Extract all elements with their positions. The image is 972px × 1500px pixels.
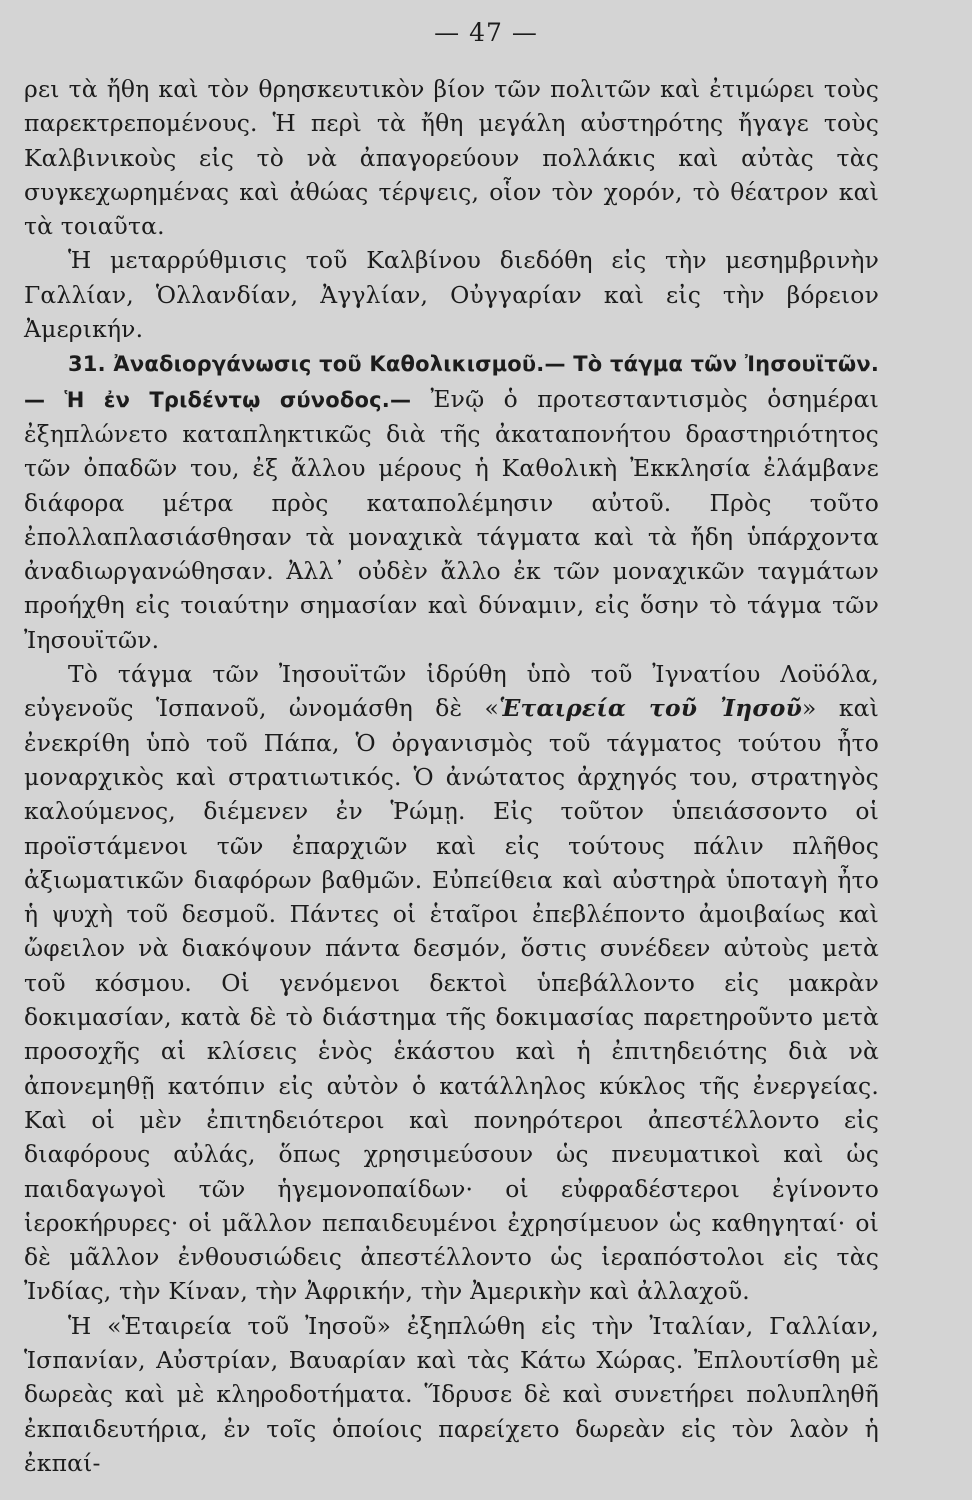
section-heading-31: 31. Ἀναδιοργάνωσις τοῦ Καθολικισμοῦ.— Τὸ τάγμα τῶν Ἰησουϊτῶν.— Ἡ ἐν Τριδέντῳ σύνοδος.— — [24, 352, 879, 412]
page-number: — 47 — — [434, 18, 538, 47]
paragraph-4-text-a: Τὸ τάγμα τῶν Ἰησουϊτῶν ἱδρύθη ὑπὸ τοῦ Ἰγνατίου Λοϋόλα, εὐγενοῦς Ἱσπανοῦ, ὠνομάσθη δὲ « — [24, 660, 879, 723]
paragraph-3 — [24, 346, 879, 657]
paragraph-4-text-b: » καὶ ἐνεκρίθη ὑπὸ τοῦ Πάπα, Ὁ ὀργανισμὸς τοῦ τάγματος τούτου ἦτο μοναρχικὸς καὶ στρατιωτικός. Ὁ ἀνώτατος ἀρχηγός του, στρατηγὸς καλούμενος, διέμενεν ἐν Ῥώμῃ. Εἰς τοῦτον ὑπειάσσοντο οἱ προϊστάμενοι τῶν ἐπαρχιῶν καὶ εἰς τούτους πάλιν πλῆθος ἀξιωματικῶν διαφόρων βαθμῶν. Εὐπείθεια καὶ αὐστηρὰ ὑποταγὴ ἦτο ἡ ψυχὴ τοῦ δεσμοῦ. Πάντες οἱ ἑταῖροι ἐπεβλέποντο ἀμοιβαίως καὶ ὤφειλον νὰ διακόψουν πάντα δεσμόν, ὅστις συνέδεεν αὐτοὺς μετὰ τοῦ κόσμου. Οἱ γενόμενοι δεκτοὶ ὑπεβάλλοντο εἰς μακρὰν δοκιμασίαν, κατὰ δὲ τὸ διάστημα τῆς δοκιμασίας παρετηροῦντο μετὰ προσοχῆς αἱ κλίσεις ἑνὸς ἑκάστου καὶ ἡ ἐπιτηδειότης διὰ νὰ ἀπονεμηθῇ κατόπιν εἰς αὐτὸν ὁ κατάλληλος κύκλος τῆς ἐνεργείας. Καὶ οἱ μὲν ἐπιτηδειότεροι καὶ πονηρότεροι ἀπεστέλλοντο εἰς διαφόρους αὐλάς, ὅπως χρησιμεύσουν ὡς πνευματικοὶ καὶ ὡς παιδαγωγοὶ τῶν ἡγεμονοπαίδων· οἱ εὐφραδέστεροι ἐγίνοντο ἱεροκήρυρες· οἱ μᾶλλον πεπαιδευμένοι ἐχρησίμευον ὡς καθηγηταί· οἱ δὲ μᾶλλον ἐνθουσιώδεις ἀπεστέλλοντο ὡς ἱεραπόστολοι εἰς τὰς Ἰνδίας, τὴν Κίναν, τὴν Ἀφρικήν, τὴν Ἀμερικὴν καὶ ἀλλαχοῦ. — [24, 694, 880, 1306]
page-body — [24, 72, 879, 1480]
paragraph-1: ρει τὰ ἤθη καὶ τὸν θρησκευτικὸν βίον τῶν πολιτῶν καὶ ἐτιμώρει τοὺς παρεκτρεπομένους. Ἡ περὶ τὰ ἤθη μεγάλη αὐστηρότης ἤγαγε τοὺς Καλβινικοὺς εἰς τὸ νὰ ἀπαγορεύουν πολλάκις καὶ αὐτὰς τὰς συγκεχωρημένας καὶ ἀθώας τέρψεις, οἷον τὸν χορόν, τὸ θέατρον καὶ τὰ τοιαῦτα. — [24, 75, 879, 241]
paragraph-4 — [24, 657, 879, 1309]
paragraph-5: Ἡ «Ἑταιρεία τοῦ Ἰησοῦ» ἐξηπλώθη εἰς τὴν Ἰταλίαν, Γαλλίαν, Ἱσπανίαν, Αὐστρίαν, Βαυαρίαν καὶ τὰς Κάτω Χώρας. Ἐπλουτίσθη μὲ δωρεὰς καὶ μὲ κληροδοτήματα. Ἵδρυσε δὲ καὶ συνετήρει πολυπληθῆ ἐκπαιδευτήρια, ἐν τοῖς ὁποίοις παρείχετο δωρεὰν εἰς τὸν λαὸν ἡ ἐκπαί- — [24, 1311, 879, 1477]
paragraph-2: Ἡ μεταρρύθμισις τοῦ Καλβίνου διεδόθη εἰς τὴν μεσημβρινὴν Γαλλίαν, Ὁλλανδίαν, Ἀγγλίαν, Οὐγγαρίαν καὶ εἰς τὴν βόρειον Ἀμερικήν. — [24, 246, 879, 344]
paragraph-3-text: Ἐνῷ ὁ προτεσταντισμὸς ὁσημέραι ἐξηπλώνετο καταπληκτικῶς διὰ τῆς ἀκαταπονήτου δραστηριότητος τῶν ὀπαδῶν του, ἐξ ἄλλου μέρους ἡ Καθολικὴ Ἐκκλησία ἐλάμβανε διάφορα μέτρα πρὸς καταπολέμησιν αὐτοῦ. Πρὸς τοῦτο ἐπολλαπλασιάσθησαν τὰ μοναχικὰ τάγματα καὶ τὰ ἤδη ὑπάρχοντα ἀναδιωργανώθησαν. Ἀλλ᾽ οὐδὲν ἄλλο ἐκ τῶν μοναχικῶν ταγμάτων προήχθη εἰς τοιαύτην σημασίαν καὶ δύναμιν, εἰς ὅσην τὸ τάγμα τῶν Ἰησουϊτῶν. — [24, 384, 879, 654]
society-of-jesus-emphasis: Ἑταιρεία τοῦ Ἰησοῦ — [499, 694, 803, 723]
